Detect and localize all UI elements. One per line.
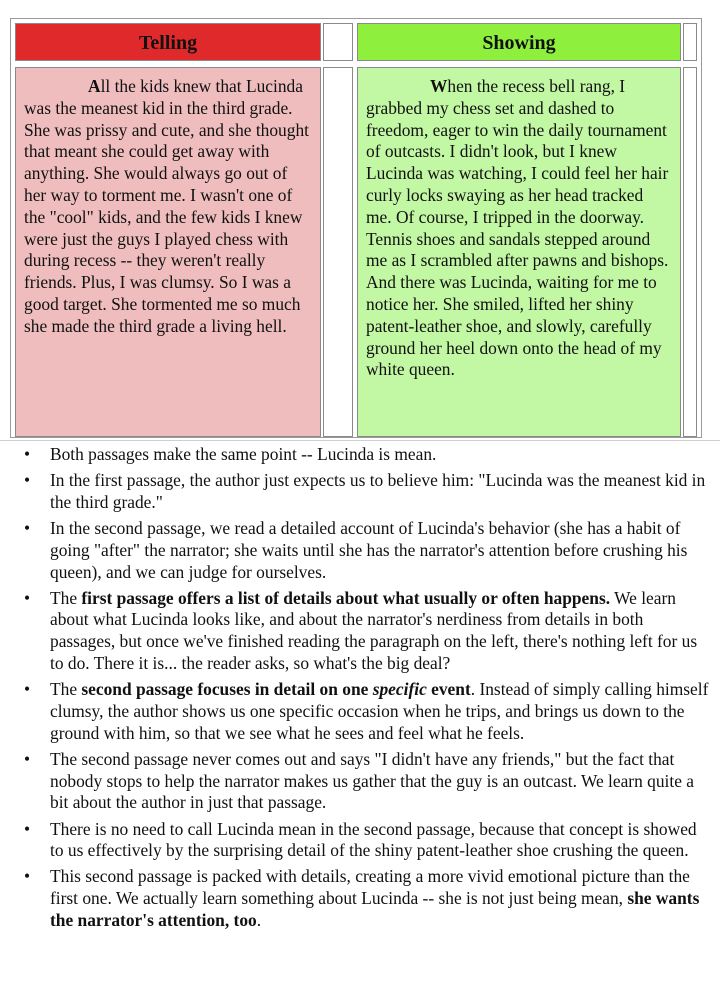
analysis-list bbox=[0, 444, 712, 936]
bullet-bold-italic-text: specific bbox=[372, 679, 427, 700]
showing-header: Showing bbox=[357, 23, 681, 61]
header-spacer-right bbox=[683, 23, 697, 61]
list-item bbox=[50, 470, 712, 514]
bullet-bold-text: first passage offers a list of details about what usually or often happens. bbox=[81, 587, 611, 608]
bullet-text: We learn about what Lucinda looks like, and about the narrator's nerdiness from details in both passages, but once we've finished reading the paragraph on the left, there's nothing left for us to do. There it is... the reader asks, so what's the big deal? bbox=[50, 587, 698, 674]
bullet-bold-text: she wants the narrator's attention, too bbox=[50, 888, 700, 931]
telling-paragraph bbox=[24, 76, 312, 338]
bullet-text: The bbox=[50, 679, 82, 700]
bullet-text: The second passage never comes out and says "I didn't have any friends," but the fact that nobody stops to help the narrator makes us gather that the guy is an outcast. We learn quite a bit about the author in just that passage. bbox=[50, 748, 694, 813]
list-item bbox=[50, 518, 712, 583]
showing-paragraph bbox=[366, 76, 672, 381]
showing-text: hen the recess bell rang, I grabbed my chess set and dashed to freedom, eager to win the daily tournament of outcasts. I didn't look, but I knew Lucinda was watching, I could feel her hair curly locks swaying as her head tracked me. Of course, I tripped in the doorway. Tennis shoes and sandals stepped around me as I scrambled after pawns and bishops. And there was Lucinda, waiting for me to notice her. She smiled, lifted her shiny patent-leather shoe, and slowly, carefully ground her heel down onto the head of my white queen. bbox=[366, 76, 669, 380]
bullet-text: There is no need to call Lucinda mean in the second passage, because that concept is showed to us effectively by the surprising detail of the shiny patent-leather shoe crushing the queen. bbox=[50, 818, 697, 861]
list-item bbox=[50, 749, 712, 814]
showing-first-letter: W bbox=[430, 76, 448, 96]
body-spacer bbox=[323, 67, 353, 437]
showing-passage bbox=[357, 67, 681, 437]
bullet-text: The bbox=[50, 587, 82, 608]
list-item bbox=[50, 444, 712, 466]
bullet-bold-text: second passage focuses in detail on one bbox=[81, 679, 373, 700]
comparison-table bbox=[10, 18, 702, 438]
header-spacer bbox=[323, 23, 353, 61]
bullet-text: . Instead of simply calling himself clumsy, the author shows us one specific occasion when he trips, and brings us down to the ground with him, so that we see what he sees and feel what he feels. bbox=[50, 679, 709, 743]
list-item bbox=[50, 819, 712, 863]
telling-passage bbox=[15, 67, 321, 437]
telling-header: Telling bbox=[15, 23, 321, 61]
bullet-text: In the first passage, the author just expects us to believe him: "Lucinda was the meanest kid in the third grade." bbox=[50, 470, 706, 512]
list-item bbox=[50, 866, 712, 931]
body-spacer-right bbox=[683, 67, 697, 437]
bullet-text: In the second passage, we read a detailed account of Lucinda's behavior (she has a habit of going "after" the narrator; she waits until she has the narrator's attention before crushing his queen), and we can judge for ourselves. bbox=[50, 517, 688, 582]
telling-first-letter: A bbox=[88, 76, 101, 96]
bullet-text: This second passage is packed with details, creating a more vivid emotional picture than the first one. We actually learn something about Lucinda -- she is not just being mean, bbox=[50, 866, 690, 909]
bullet-bold-text: event bbox=[426, 679, 471, 700]
list-item bbox=[50, 588, 712, 675]
list-item bbox=[50, 679, 712, 744]
bullet-text: . bbox=[256, 910, 262, 931]
divider bbox=[0, 440, 720, 441]
bullet-text: Both passages make the same point -- Lucinda is mean. bbox=[50, 444, 437, 464]
telling-text: ll the kids knew that Lucinda was the meanest kid in the third grade. She was prissy and cute, and she thought that meant she could get away with anything. She would always go out of her way to torment me. I wasn't one of the "cool" kids, and the few kids I knew were just the guys I played chess with during recess -- they weren't really friends. Plus, I was clumsy. So I was a good target. She tormented me so much she made the third grade a living hell. bbox=[24, 76, 309, 336]
